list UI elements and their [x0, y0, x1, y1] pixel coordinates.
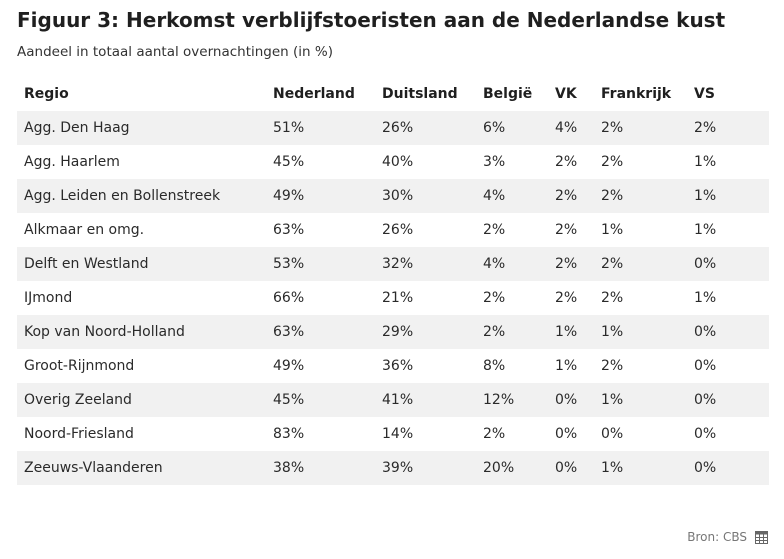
table-body — [17, 111, 769, 485]
value-cell: 1% — [555, 358, 578, 374]
value-cell: 2% — [476, 315, 548, 349]
column-header: Duitsland — [382, 86, 458, 102]
value-cell: 0% — [601, 426, 624, 442]
value-cell: 1% — [694, 154, 717, 170]
table-row — [17, 247, 769, 281]
value-cell: 2% — [594, 179, 687, 213]
source-note — [687, 530, 768, 544]
region-cell: Kop van Noord-Holland — [17, 315, 266, 349]
value-cell: 40% — [382, 154, 414, 170]
data-table — [17, 77, 769, 485]
value-cell: 4% — [476, 247, 548, 281]
value-cell: 36% — [382, 358, 414, 374]
table-icon[interactable] — [755, 531, 768, 544]
value-cell: 2% — [601, 358, 624, 374]
value-cell: 83% — [273, 426, 305, 442]
region-cell: Agg. Haarlem — [24, 154, 120, 170]
table-row — [17, 315, 769, 349]
table-row — [17, 451, 769, 485]
column-header: Nederland — [273, 86, 355, 102]
table-row — [17, 417, 769, 451]
column-header: Frankrijk — [601, 86, 672, 102]
value-cell: 2% — [601, 290, 624, 306]
table-row — [17, 145, 769, 179]
column-header: VS — [694, 86, 715, 102]
column-header: VK — [555, 86, 577, 102]
value-cell: 41% — [375, 383, 476, 417]
value-cell: 6% — [476, 111, 548, 145]
value-cell: 0% — [555, 426, 578, 442]
table-row — [17, 383, 769, 417]
value-cell: 39% — [375, 451, 476, 485]
value-cell: 0% — [687, 315, 769, 349]
value-cell: 14% — [382, 426, 414, 442]
value-cell: 63% — [273, 222, 305, 238]
value-cell: 2% — [483, 426, 506, 442]
value-cell: 45% — [273, 154, 305, 170]
value-cell: 66% — [273, 290, 305, 306]
value-cell: 2% — [483, 290, 506, 306]
value-cell: 1% — [601, 222, 624, 238]
region-cell: Overig Zeeland — [17, 383, 266, 417]
value-cell: 0% — [548, 451, 594, 485]
column-header: Regio — [24, 86, 69, 102]
value-cell: 12% — [476, 383, 548, 417]
value-cell: 21% — [382, 290, 414, 306]
region-cell: Noord-Friesland — [24, 426, 134, 442]
region-cell: IJmond — [24, 290, 73, 306]
value-cell: 49% — [273, 358, 305, 374]
value-cell: 26% — [375, 111, 476, 145]
region-cell: Agg. Den Haag — [17, 111, 266, 145]
value-cell: 8% — [483, 358, 506, 374]
value-cell: 0% — [687, 247, 769, 281]
value-cell: 0% — [694, 426, 717, 442]
value-cell: 1% — [687, 179, 769, 213]
value-cell: 63% — [266, 315, 375, 349]
value-cell: 1% — [694, 222, 717, 238]
value-cell: 0% — [694, 358, 717, 374]
chart-title: Figuur 3: Herkomst verblijfstoeristen aan de Nederlandse kust — [17, 8, 726, 32]
column-header: België — [483, 86, 533, 102]
value-cell: 32% — [375, 247, 476, 281]
value-cell: 30% — [375, 179, 476, 213]
region-cell: Alkmaar en omg. — [24, 222, 145, 238]
value-cell: 0% — [548, 383, 594, 417]
value-cell: 2% — [687, 111, 769, 145]
value-cell: 0% — [687, 383, 769, 417]
table-row — [17, 281, 769, 315]
value-cell: 2% — [548, 247, 594, 281]
value-cell: 26% — [382, 222, 414, 238]
value-cell: 45% — [266, 383, 375, 417]
value-cell: 4% — [548, 111, 594, 145]
value-cell: 4% — [476, 179, 548, 213]
value-cell: 53% — [266, 247, 375, 281]
value-cell: 2% — [548, 179, 594, 213]
value-cell: 38% — [266, 451, 375, 485]
value-cell: 1% — [594, 383, 687, 417]
table-header-row — [17, 77, 769, 111]
table-row — [17, 349, 769, 383]
value-cell: 2% — [594, 111, 687, 145]
value-cell: 51% — [266, 111, 375, 145]
value-cell: 1% — [594, 451, 687, 485]
value-cell: 2% — [594, 247, 687, 281]
region-cell: Agg. Leiden en Bollenstreek — [17, 179, 266, 213]
table-row — [17, 111, 769, 145]
region-cell: Groot-Rijnmond — [24, 358, 135, 374]
value-cell: 0% — [687, 451, 769, 485]
value-cell: 2% — [601, 154, 624, 170]
value-cell: 2% — [555, 154, 578, 170]
region-cell: Zeeuws-Vlaanderen — [17, 451, 266, 485]
source-label: Bron: CBS — [687, 530, 747, 544]
value-cell: 20% — [476, 451, 548, 485]
value-cell: 1% — [594, 315, 687, 349]
table-row — [17, 213, 769, 247]
chart-subtitle: Aandeel in totaal aantal overnachtingen (in %) — [17, 44, 333, 60]
value-cell: 49% — [266, 179, 375, 213]
value-cell: 2% — [555, 222, 578, 238]
value-cell: 2% — [555, 290, 578, 306]
value-cell: 3% — [483, 154, 506, 170]
value-cell: 1% — [694, 290, 717, 306]
value-cell: 29% — [375, 315, 476, 349]
table-row — [17, 179, 769, 213]
value-cell: 1% — [548, 315, 594, 349]
region-cell: Delft en Westland — [17, 247, 266, 281]
value-cell: 2% — [483, 222, 506, 238]
